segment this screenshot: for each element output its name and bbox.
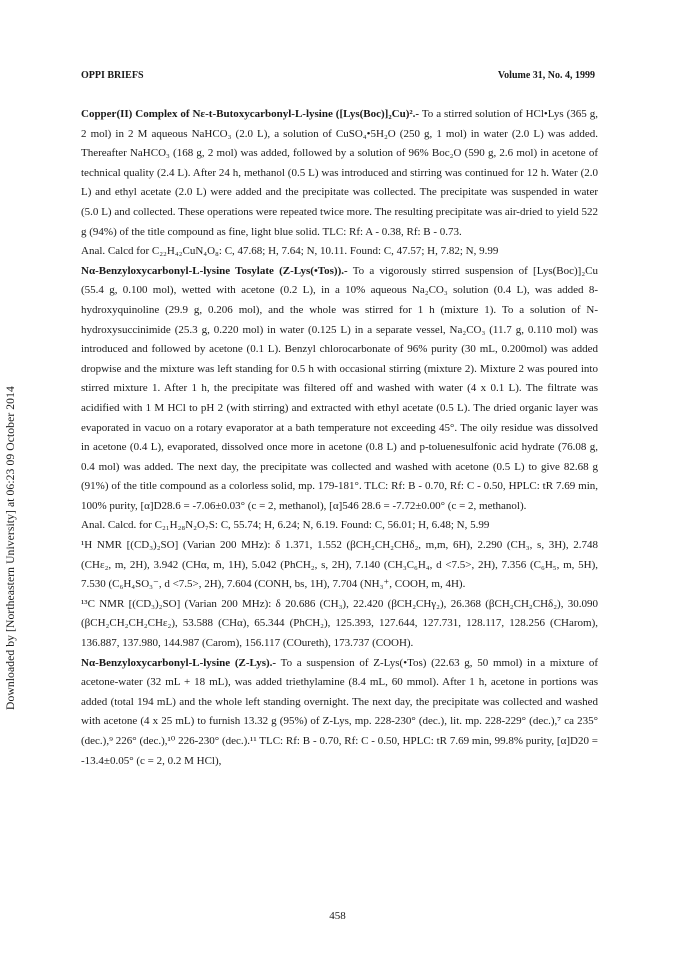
section-text: To a vigorously stirred suspension of [Lys(Boc)]₂Cu (55.4 g, 0.100 mol), wetted with acetone (0.2 L), in a 10% aqueous Na₂CO₃ solution (0.4 L), was added 8-hydroxyquinoline (29.9 g, 0.206 mol), and the whole was stirred for 1 h (mixture 1). To a solution of N-hydroxysuccinimide (25.3 g, 0.220 mol) in water (0.125 L) in a separate vessel, Na₂CO₃ (11.7 g, 0.110 mol) was introduced and followed by acetone (0.1 L). Benzyl chlorocarbonate of 96% purity (30 mL, 0.200mol) was added dropwise and the mixture was left standing for 0.5 h with occasional stirring (mixture 2). Mixture 2 was poured into stirred mixture 1. After 1 h, the precipitate was filtered off and washed with water (4 x 0.1 L). The filtrate was acidified with 1 M HCl to pH 2 (with stirring) and extracted with ethyl acetate (0.5 L). The dried organic layer was evaporated in vacuo on a rotary evaporator at a bath temperature not exceeding 45°. The oily residue was dissolved in acetone (0.4 L), evaporated, dissolved once more in acetone (0.8 L) and p-toluenesulfonic acid hydrate (76.08 g, 0.4 mol) was added. The next day, the precipitate was collected and washed with acetone (0.5 L) to give 82.68 g (91%) of the title compound as a colorless solid, mp. 179-181°. TLC: Rf: B - 0.70, Rf: C - 0.50, HPLC: tR 7.69 min, 100% purity, [α]D28.6 = -7.06±0.03° (c = 2, methanol), [α]546 28.6 = -7.72±0.00° (c = 2, methanol).	[81, 264, 598, 512]
section-z-lys	[81, 654, 598, 772]
section-text: To a suspension of Z-Lys(•Tos) (22.63 g, 50 mmol) in a mixture of acetone-water (32 mL + 18 mL), was added triethylamine (8.4 mL, 60 mmol). After 1 h, acetone in portions was added (total 194 mL) and the whole left standing overnight. The next day, the precipitate was collected and washed with acetone (4 x 25 mL) to furnish 13.32 g (95%) of Z-Lys, mp. 228-230° (dec.), lit. mp. 228-229° (dec.),⁷ ca 235° (dec.),⁹ 226° (dec.),¹⁰ 226-230° (dec.).¹¹ TLC: Rf: B - 0.70, Rf: C - 0.50, HPLC: tR 7.69 min, 99.8% purity, [α]D20 = -13.4±0.05° (c = 2, 0.2 M HCl),	[81, 656, 598, 767]
section-title: Nα-Benzyloxycarbonyl-L-lysine (Z-Lys).-	[81, 656, 277, 669]
section-title: Copper(II) Complex of Nε-t-Butoxycarbonyl-L-lysine ([Lys(Boc)]₂Cu)².-	[81, 108, 420, 120]
anal-data: Anal. Calcd for C₂₂H₄₂CuN₄O₈: C, 47.68; H, 7.64; N, 10.11. Found: C, 47.57; H, 7.82; N, 9.99	[81, 245, 499, 258]
h-nmr-data: ¹H NMR [(CD₃)₂SO] (Varian 200 MHz): δ 1.371, 1.552 (βCH₂CH₂CHδ₂, m,m, 6H), 2.290 (CH₃, s, 3H), 2.748 (CHε₂, m, 2H), 3.942 (CHα, m, 1H), 5.042 (PhCH₂, s, 2H), 7.140 (CH₃C₆H₄, d <7.5>, 2H), 7.356 (C₆H₅, m, 5H), 7.530 (C₆H₄SO₃⁻, d <7.5>, 2H), 7.604 (CONH, bs, 1H), 7.704 (NH₃⁺, COOH, m, 4H).	[81, 539, 598, 591]
section-title: Nα-Benzyloxycarbonyl-L-lysine Tosylate (Z-Lys(•Tos)).-	[81, 264, 348, 277]
section-text: To a stirred solution of HCl•Lys (365 g, 2 mol) in 2 M aqueous NaHCO₃ (2.0 L), a solution of CuSO₄•5H₂O (250 g, 1 mol) in water (2.0 L) was added. Thereafter NaHCO₃ (168 g, 2 mol) was added, followed by a solution of 96% Boc₂O (590 g, 2.6 mol) in acetone of technical quality (2.4 L). After 24 h, methanol (0.5 L) was introduced and stirring was continued for 12 h. Water (2.0 L) and ethyl acetate (2.0 L) were added and the precipitate was collected. The precipitate was suspended in water (5.0 L) and collected. These operations were repeated twice more. The resulting precipitate was air-dried to yield 522 g (94%) of the title compound as fine, light blue solid. TLC: Rf: A - 0.38, Rf: B - 0.73.	[81, 108, 598, 238]
page-number: 458	[329, 910, 346, 922]
section-copper-complex	[81, 105, 598, 242]
section-z-lys-tosylate	[81, 262, 598, 517]
journal-section: OPPI BRIEFS	[81, 70, 144, 81]
volume-info: Volume 31, No. 4, 1999	[497, 70, 595, 81]
article-body	[81, 105, 598, 771]
anal-data: Anal. Calcd. for C₂₁H₂₈N₂O₇S: C, 55.74; H, 6.24; N, 6.19. Found: C, 56.01; H, 6.48; N, 5.99	[81, 519, 490, 532]
download-stamp	[4, 150, 18, 710]
c-nmr-data: ¹³C NMR [(CD₃)₂SO] (Varian 200 MHz): δ 20.686 (CH₃), 22.420 (βCH₂CHγ₂), 26.368 (βCH₂CH₂CHδ₂), 30.090 (βCH₂CH₂CH₂CHε₂), 53.588 (CHα), 65.344 (PhCH₂), 125.393, 127.644, 127.731, 128.117, 128.256 (CHarom), 136.887, 137.980, 144.987 (Carom), 156.117 (COureth), 173.737 (COOH).	[81, 597, 598, 650]
download-stamp-text: Downloaded by [Northeastern University] at 06:23 09 October 2014	[4, 386, 17, 710]
running-header	[81, 70, 595, 86]
